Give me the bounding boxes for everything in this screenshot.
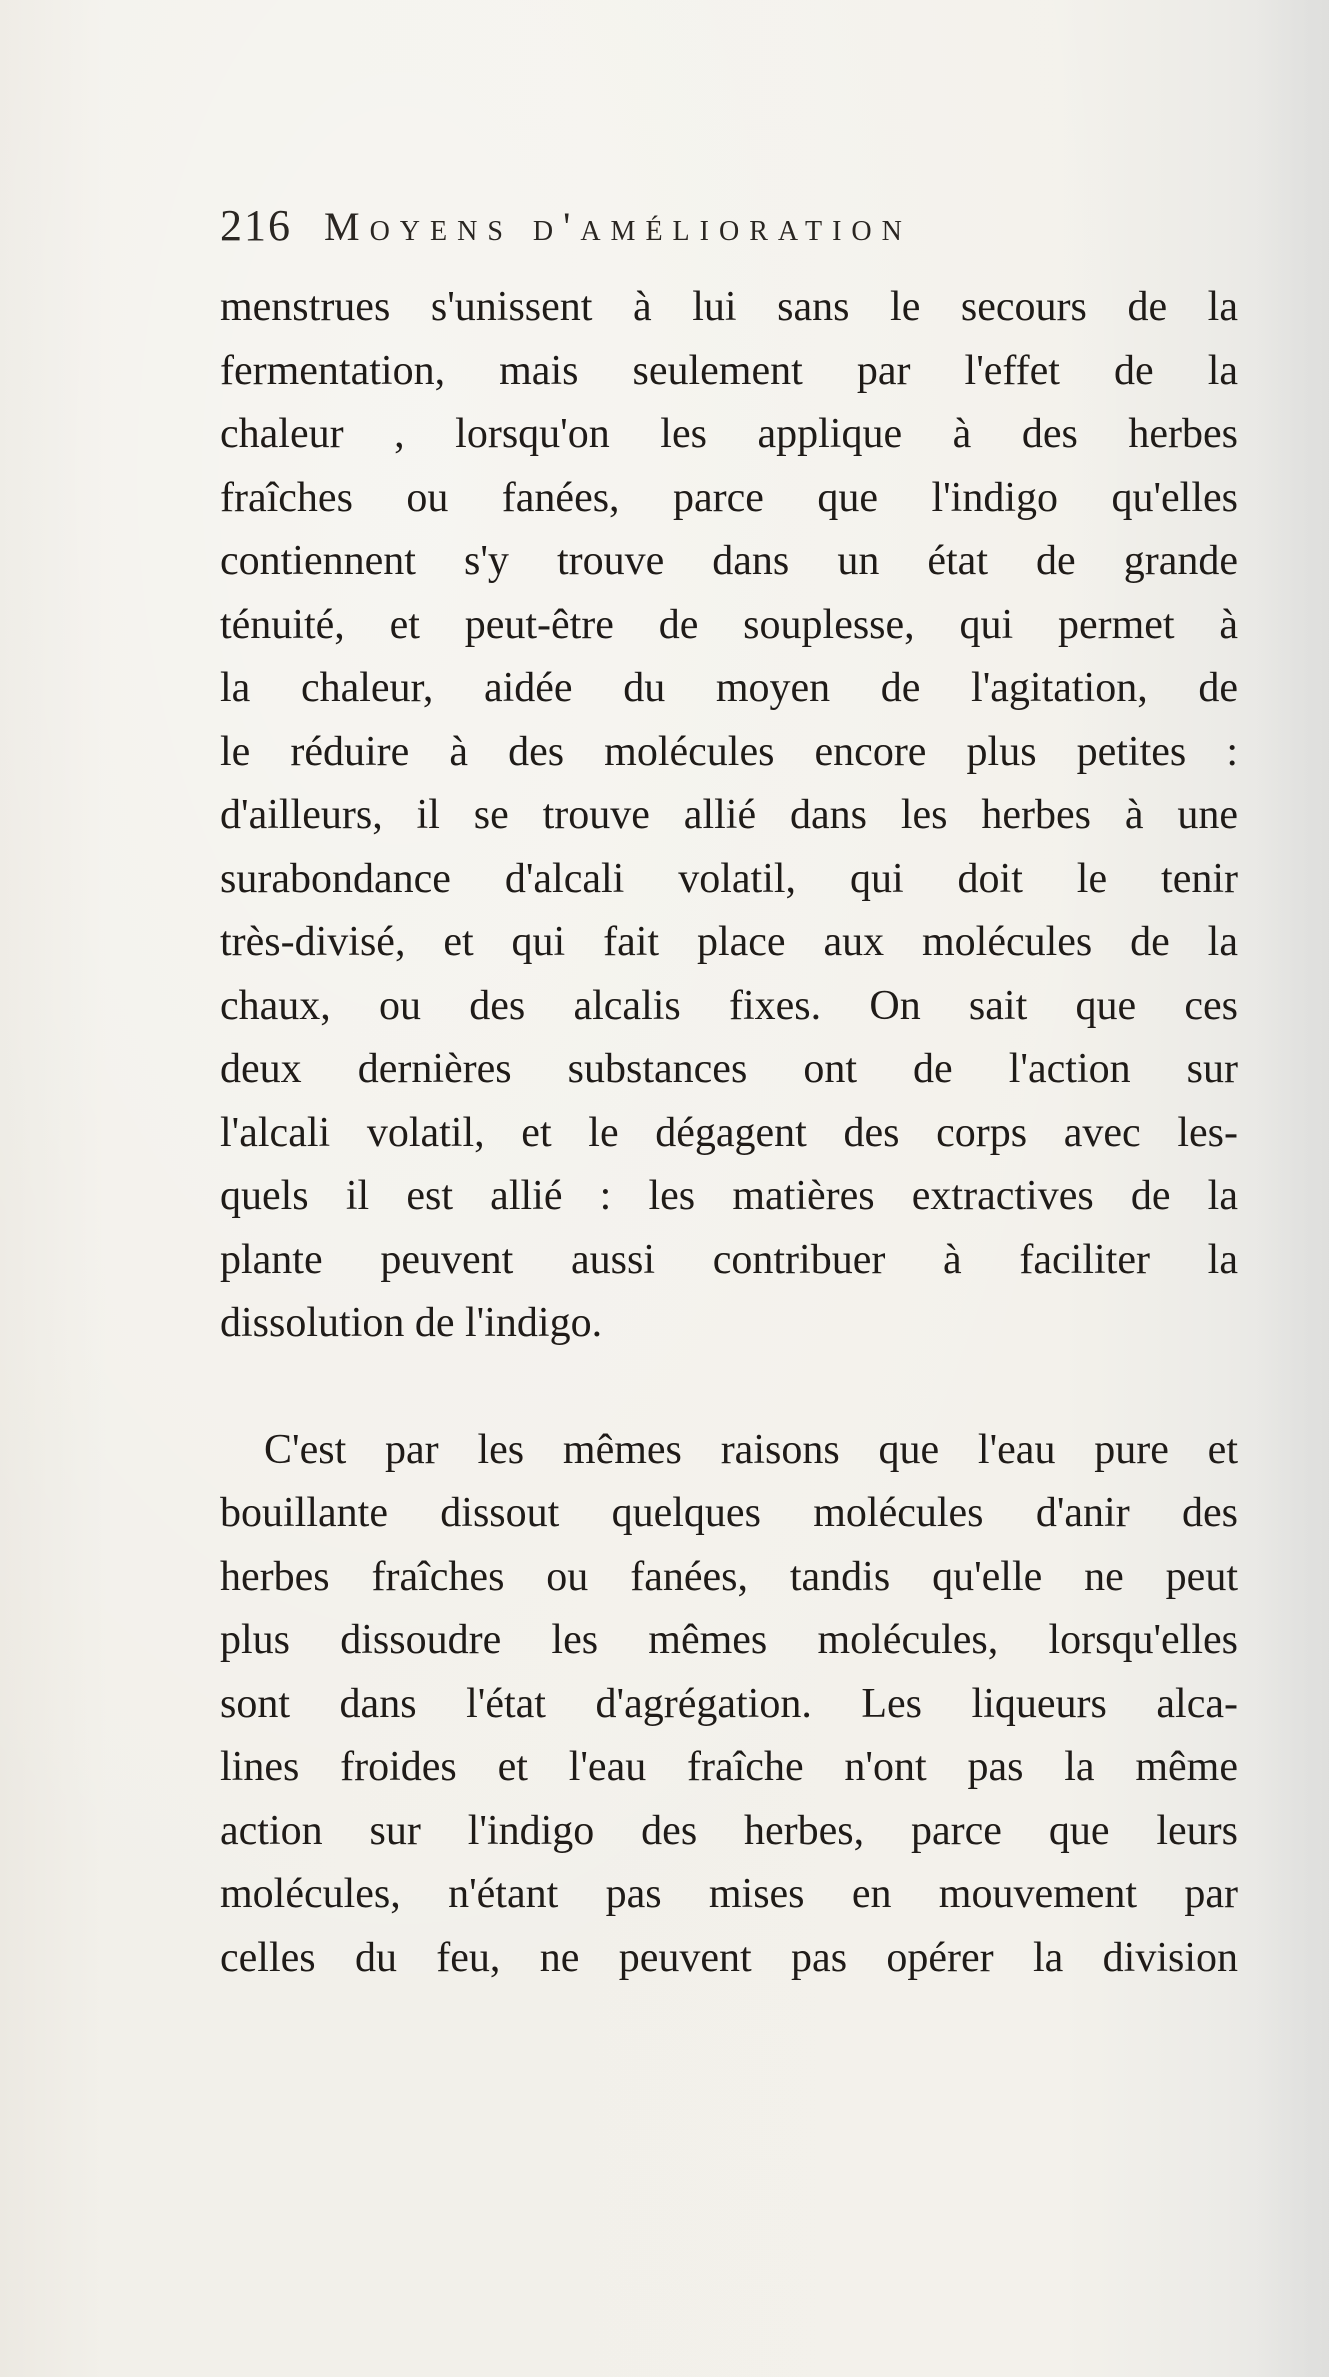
text-line: menstrues s'unissent à lui sans le secours de la	[220, 284, 1238, 330]
text-line: C'est par les mêmes raisons que l'eau pure et	[264, 1426, 1238, 1473]
text-line: bouillante dissout quelques molécules d'anir des	[220, 1490, 1238, 1536]
text-line: la chaleur, aidée du moyen de l'agitation, de	[220, 665, 1238, 711]
page-number: 216	[220, 201, 292, 250]
text-line: très-divisé, et qui fait place aux molécules de la	[220, 919, 1238, 965]
text-line: plus dissoudre les mêmes molécules, lorsqu'elles	[220, 1617, 1238, 1663]
text-line: plante peuvent aussi contribuer à faciliter la	[220, 1236, 1238, 1283]
paragraph-1	[220, 276, 1238, 1356]
paragraph-2	[220, 1419, 1238, 1991]
text-line: sont dans l'état d'agrégation. Les liqueurs alca-	[220, 1680, 1238, 1727]
text-line: ténuité, et peut-être de souplesse, qui permet à	[220, 601, 1238, 648]
text-line: lines froides et l'eau fraîche n'ont pas la même	[220, 1744, 1238, 1790]
body-text	[220, 276, 1238, 1990]
page-header	[220, 200, 1120, 260]
text-line: molécules, n'étant pas mises en mouvement par	[220, 1871, 1238, 1917]
text-line: quels il est allié : les matières extractives de la	[220, 1173, 1238, 1219]
text-line: action sur l'indigo des herbes, parce que leurs	[220, 1807, 1238, 1854]
text-line: fraîches ou fanées, parce que l'indigo qu'elles	[220, 474, 1238, 521]
text-line: herbes fraîches ou fanées, tandis qu'elle ne peut	[220, 1553, 1238, 1600]
text-line: fermentation, mais seulement par l'effet de la	[220, 347, 1238, 394]
text-line: dissolution de l'indigo.	[220, 1300, 603, 1346]
text-line: celles du feu, ne peuvent pas opérer la division	[220, 1934, 1238, 1981]
text-line: deux dernières substances ont de l'action sur	[220, 1046, 1238, 1092]
text-line: l'alcali volatil, et le dégagent des corps avec les-	[220, 1109, 1238, 1156]
text-line: surabondance d'alcali volatil, qui doit le tenir	[220, 855, 1238, 902]
text-line: chaux, ou des alcalis fixes. On sait que ces	[220, 982, 1238, 1029]
text-line: chaleur , lorsqu'on les applique à des herbes	[220, 411, 1238, 457]
text-line: le réduire à des molécules encore plus petites :	[220, 728, 1238, 775]
running-title: Moyens d'amélioration	[324, 204, 912, 249]
text-line: d'ailleurs, il se trouve allié dans les herbes à une	[220, 792, 1238, 838]
text-line: contiennent s'y trouve dans un état de grande	[220, 538, 1238, 584]
